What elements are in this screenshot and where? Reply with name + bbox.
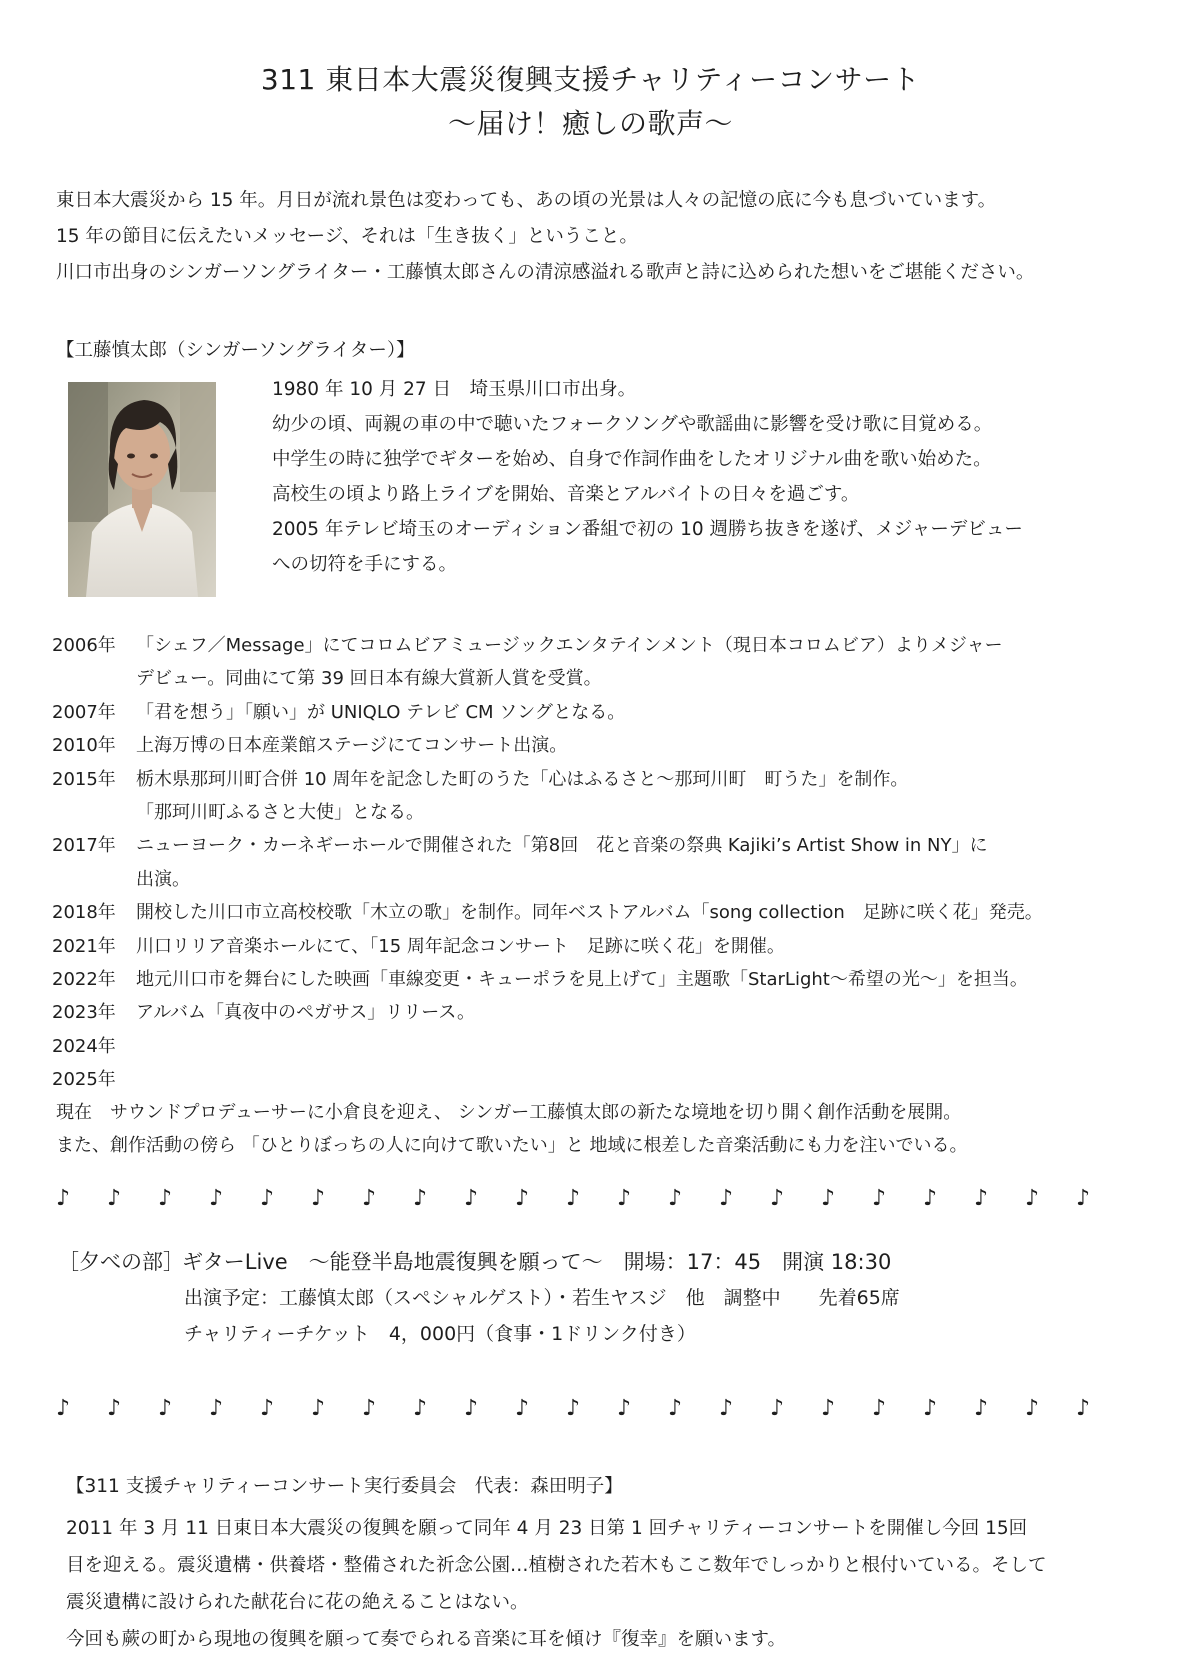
music-note-icon: ♪ [566, 1186, 581, 1211]
music-notes-divider [56, 1186, 1136, 1211]
music-note-icon: ♪ [515, 1186, 530, 1211]
history-text: アルバム「真夜中のペガサス」リリース。 [136, 1002, 475, 1024]
history-text: 地元川口市を舞台にした映画「車線変更・キューポラを見上げて」主題歌「StarLight～希望の光～」を担当。 [136, 968, 1028, 990]
history-year: 2024年 [52, 1035, 116, 1057]
evening-performers: 出演予定：工藤慎太郎（スペシャルゲスト）・若生ヤスジ 他 調整中 先着65席 [184, 1287, 900, 1309]
committee-line: 2011 年 3 月 11 日東日本大震災の復興を願って同年 4 月 23 日第 1 回チャリティーコンサートを開催し今回 15回 [66, 1518, 1028, 1539]
bio-line: への切符を手にする。 [272, 554, 458, 575]
history-text: 上海万博の日本産業館ステージにてコンサート出演。 [136, 735, 568, 757]
music-note-icon: ♪ [821, 1186, 836, 1211]
music-note-icon: ♪ [260, 1396, 275, 1421]
career-history [52, 629, 1043, 1096]
intro-line: 15 年の節目に伝えたいメッセージ、それは「生き抜く」ということ。 [56, 226, 638, 247]
history-entry [52, 829, 1043, 896]
current-line: 現在 サウンドプロデューサーに小倉良を迎え、 シンガー工藤慎太郎の新たな境地を切り開く創作活動を展開。 [56, 1102, 962, 1123]
music-note-icon: ♪ [209, 1396, 224, 1421]
music-note-icon: ♪ [464, 1396, 479, 1421]
history-entry [52, 696, 1043, 729]
music-note-icon: ♪ [56, 1186, 71, 1211]
music-note-icon: ♪ [158, 1186, 173, 1211]
history-year: 2006年 [52, 635, 116, 656]
music-notes-divider [56, 1396, 1136, 1421]
history-entry [52, 729, 1043, 762]
music-note-icon: ♪ [1025, 1186, 1040, 1211]
music-note-icon: ♪ [107, 1396, 122, 1421]
music-note-icon: ♪ [362, 1186, 377, 1211]
history-text: 出演。 [136, 868, 190, 890]
music-note-icon: ♪ [362, 1396, 377, 1421]
intro-text [56, 183, 1034, 291]
music-note-icon: ♪ [770, 1396, 785, 1421]
music-note-icon: ♪ [872, 1396, 887, 1421]
music-note-icon: ♪ [974, 1186, 989, 1211]
history-text: 「シェフ／Message」にてコロムビアミュージックエンタテインメント（現日本コロムビア）よりメジャー [136, 635, 1003, 656]
committee-line: 震災遺構に設けられた献花台に花の絶えることはない。 [66, 1592, 529, 1613]
music-note-icon: ♪ [719, 1186, 734, 1211]
history-entry [52, 1030, 1043, 1063]
music-note-icon: ♪ [107, 1186, 122, 1211]
music-note-icon: ♪ [1076, 1396, 1091, 1421]
music-note-icon: ♪ [566, 1396, 581, 1421]
music-note-icon: ♪ [515, 1396, 530, 1421]
music-note-icon: ♪ [923, 1396, 938, 1421]
music-note-icon: ♪ [770, 1186, 785, 1211]
bio-line: 中学生の時に独学でギターを始め、自身で作詞作曲をしたオリジナル曲を歌い始めた。 [272, 449, 992, 470]
intro-line: 川口市出身のシンガーソングライター・工藤慎太郎さんの清涼感溢れる歌声と詩に込められた想いをご堪能ください。 [56, 262, 1035, 283]
history-text: 栃木県那珂川町合併 10 周年を記念した町のうた「心はふるさと～那珂川町 町うた」を制作。 [136, 768, 909, 790]
music-note-icon: ♪ [617, 1186, 632, 1211]
bio-line: 幼少の頃、両親の車の中で聴いたフォークソングや歌謡曲に影響を受け歌に目覚める。 [272, 414, 993, 435]
music-note-icon: ♪ [872, 1186, 887, 1211]
history-year: 2023年 [52, 1002, 116, 1024]
bio-line: 2005 年テレビ埼玉のオーディション番組で初の 10 週勝ち抜きを遂げ、メジャーデビュー [272, 519, 1023, 540]
history-text: ニューヨーク・カーネギーホールで開催された「第8回 花と音楽の祭典 Kajiki’s Artist Show in NY」に [136, 835, 988, 857]
history-text: 川口リリア音楽ホールにて、「15 周年記念コンサート 足跡に咲く花」を開催。 [136, 935, 785, 957]
history-year: 2018年 [52, 902, 116, 924]
history-entry [52, 996, 1043, 1029]
history-entry [52, 930, 1043, 963]
music-note-icon: ♪ [719, 1396, 734, 1421]
history-entry [52, 896, 1043, 929]
evening-label: ［夕べの部］ [58, 1250, 184, 1274]
current-activities [56, 1096, 967, 1162]
evening-ticket: チャリティーチケット 4，000円（食事・1ドリンク付き） [184, 1323, 696, 1345]
intro-line: 東日本大震災から 15 年。月日が流れ景色は変わっても、あの頃の光景は人々の記憶の底に今も息づいています。 [56, 190, 997, 211]
current-line: また、創作活動の傍ら 「ひとりぼっちの人に向けて歌いたい」と 地域に根差した音楽活動にも力を注いでいる。 [56, 1135, 968, 1156]
music-note-icon: ♪ [1076, 1186, 1091, 1211]
music-note-icon: ♪ [974, 1396, 989, 1421]
artist-bio [272, 372, 1023, 582]
music-note-icon: ♪ [413, 1396, 428, 1421]
profile-heading: 【工藤慎太郎（シンガーソングライター）】 [56, 340, 415, 361]
music-note-icon: ♪ [158, 1396, 173, 1421]
committee-line: 目を迎える。震災遺構・供養塔・整備された祈念公園…植樹された若木もここ数年でしっかりと根付いている。そして [66, 1555, 1047, 1576]
music-note-icon: ♪ [821, 1396, 836, 1421]
history-entry [52, 1063, 1043, 1096]
concert-title: 311 東日本大震災復興支援チャリティーコンサート [260, 63, 921, 96]
committee-text [66, 1510, 1047, 1658]
bio-line: 高校生の頃より路上ライブを開始、音楽とアルバイトの日々を過ごす。 [272, 484, 860, 505]
history-year: 2025年 [52, 1069, 116, 1091]
music-note-icon: ♪ [56, 1396, 71, 1421]
music-note-icon: ♪ [311, 1396, 326, 1421]
history-entry [52, 763, 1043, 830]
history-year: 2010年 [52, 735, 116, 757]
evening-session [58, 1244, 900, 1352]
music-note-icon: ♪ [923, 1186, 938, 1211]
music-note-icon: ♪ [668, 1396, 683, 1421]
music-note-icon: ♪ [668, 1186, 683, 1211]
history-year: 2015年 [52, 768, 116, 790]
history-year: 2021年 [52, 935, 116, 957]
concert-subtitle: ～届け！癒しの歌声～ [447, 107, 733, 140]
music-note-icon: ♪ [617, 1396, 632, 1421]
music-note-icon: ♪ [260, 1186, 275, 1211]
history-text: デビュー。同曲にて第 39 回日本有線大賞新人賞を受賞。 [136, 668, 602, 690]
committee-heading: 【311 支援チャリティーコンサート実行委員会 代表：森田明子】 [66, 1476, 623, 1497]
music-note-icon: ♪ [1025, 1396, 1040, 1421]
music-note-icon: ♪ [464, 1186, 479, 1211]
history-entry [52, 963, 1043, 996]
history-year: 2022年 [52, 968, 116, 990]
music-note-icon: ♪ [413, 1186, 428, 1211]
artist-photo [68, 382, 216, 597]
music-note-icon: ♪ [209, 1186, 224, 1211]
bio-line: 1980 年 10 月 27 日 埼玉県川口市出身。 [272, 379, 637, 400]
history-year: 2017年 [52, 835, 116, 857]
committee-line: 今回も蕨の町から現地の復興を願って奏でられる音楽に耳を傾け『復幸』を願います。 [66, 1629, 787, 1650]
evening-main: ギターLive ～能登半島地震復興を願って～ 開場：17：45 開演 18:30 [182, 1250, 892, 1274]
history-text: 「君を想う」「願い」が UNIQLO テレビ CM ソングとなる。 [136, 701, 626, 723]
history-year: 2007年 [52, 701, 116, 723]
history-text: 開校した川口市立高校校歌「木立の歌」を制作。同年ベストアルバム「song collection 足跡に咲く花」発売。 [136, 902, 1043, 924]
history-text: 「那珂川町ふるさと大使」となる。 [136, 801, 424, 823]
music-note-icon: ♪ [311, 1186, 326, 1211]
history-entry [52, 629, 1043, 696]
